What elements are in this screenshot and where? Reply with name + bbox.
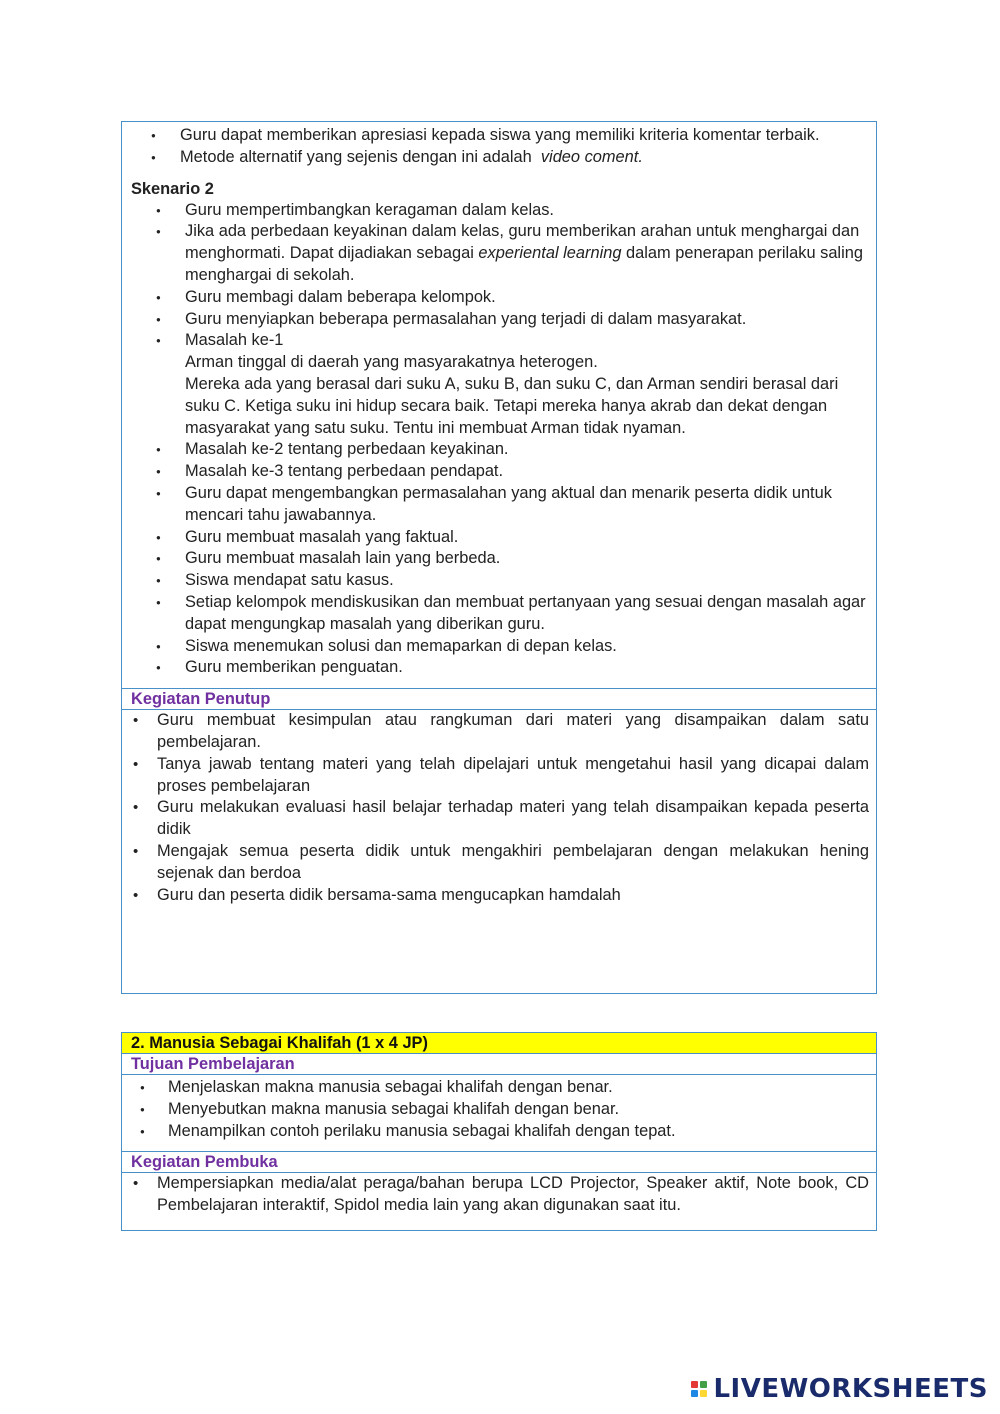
list-item: • Guru membuat kesimpulan atau rangkuman dari materi yang disampaikan dalam satu pembelajaran.: [157, 710, 869, 754]
list-item: ● Menyebutkan makna manusia sebagai khalifah dengan benar.: [168, 1099, 858, 1121]
list-item: • Mempersiapkan media/alat peraga/bahan berupa LCD Projector, Speaker aktif, Note book, CD Pembelajaran interaktif, Spidol media lain yang akan digunakan saat itu.: [157, 1173, 869, 1217]
italic-term: experiental learning: [478, 244, 622, 263]
section-2-title: 2. Manusia Sebagai Khalifah (1 x 4 JP): [122, 1033, 876, 1053]
list-item: [185, 287, 875, 309]
logo-square: [700, 1381, 707, 1388]
list-item-text: Jika ada perbedaan keyakinan dalam kelas, guru memberikan arahan untuk menghargai dan menghormati. Dapat dijadiakan sebagai: [185, 222, 860, 263]
kegiatan-pembuka-heading: Kegiatan Pembuka: [131, 1153, 278, 1172]
list-item: [185, 657, 875, 679]
logo-square: [691, 1381, 698, 1388]
list-item: [185, 592, 875, 636]
list-item: [185, 548, 875, 570]
list-item: [180, 125, 870, 147]
italic-term: video coment.: [540, 147, 643, 166]
list-item: [185, 483, 875, 527]
list-item: • Guru dan peserta didik bersama-sama mengucapkan hamdalah: [157, 885, 869, 907]
list-item: [180, 147, 870, 169]
list-item-text: Metode alternatif yang sejenis dengan ini adalah: [180, 147, 532, 166]
list-item: • Guru melakukan evaluasi hasil belajar terhadap materi yang telah disampaikan kepada peserta didik: [157, 797, 869, 841]
list-item: ● Menampilkan contoh perilaku manusia sebagai khalifah dengan tepat.: [168, 1121, 858, 1143]
list-item-text: Guru membagi dalam beberapa kelompok.: [185, 287, 496, 306]
brand-name: LIVEWORKSHEETS: [713, 1374, 988, 1404]
kegiatan-pembuka-list: [122, 1173, 869, 1217]
list-item: ● Menjelaskan makna manusia sebagai khalifah dengan benar.: [168, 1077, 858, 1099]
list-item-text: Setiap kelompok mendiskusikan dan membuat pertanyaan yang sesuai dengan masalah agar dapat mengungkap masalah yang diberikan guru.: [185, 592, 866, 633]
kegiatan-penutup-heading: Kegiatan Penutup: [131, 690, 271, 709]
logo-square: [700, 1390, 707, 1397]
tujuan-pembelajaran-heading: Tujuan Pembelajaran: [131, 1055, 295, 1073]
lesson-table-continued: [121, 121, 877, 994]
list-item-text: dalam penerapan perilaku saling menghargai di sekolah.: [185, 244, 863, 284]
list-item-text: Guru dapat memberikan apresiasi kepada siswa yang memiliki kriteria komentar terbaik.: [180, 126, 820, 144]
skenario-2-list: [122, 200, 875, 680]
list-item-text: ● Masalah ke-1: [185, 331, 284, 350]
list-item-text: Guru dapat mengembangkan permasalahan yang aktual dan menarik peserta didik untuk mencari tahu jawabannya.: [185, 483, 832, 524]
list-item: [185, 439, 875, 461]
list-item: • Mengajak semua peserta didik untuk mengakhiri pembelajaran dengan melakukan hening sejenak dan berdoa: [157, 841, 869, 885]
list-item: [185, 330, 875, 439]
list-item: [185, 636, 875, 658]
list-item: [185, 527, 875, 549]
list-item-text: Guru memberikan penguatan.: [185, 658, 403, 677]
list-item-text: Masalah ke-3 tentang perbedaan pendapat.: [185, 462, 504, 481]
list-item-text: Siswa menemukan solusi dan memaparkan di depan kelas.: [185, 636, 617, 655]
list-item: [185, 309, 875, 331]
list-item-text: Guru membuat masalah yang faktual.: [185, 527, 459, 546]
liveworksheets-logo[interactable]: [691, 1374, 988, 1404]
list-item: [185, 221, 875, 286]
list-item-text: Guru membuat masalah lain yang berbeda.: [185, 549, 501, 568]
list-item: [185, 570, 875, 592]
case-text-line: Mereka ada yang berasal dari suku A, suku B, dan suku C, dan Arman sendiri berasal dari suku C. Ketiga suku ini hidup secara baik. Tetapi mereka hanya akrab dan dekat dengan masyarakat yang satu suku. Tentu ini membuat Arman tidak nyaman.: [185, 374, 839, 437]
skenario-2-title: Skenario 2: [131, 179, 214, 198]
case-text-line: Arman tinggal di daerah yang masyarakatnya heterogen.: [185, 353, 598, 372]
kegiatan-penutup-list: [122, 710, 869, 906]
logo-square: [691, 1390, 698, 1397]
list-item: [185, 461, 875, 483]
list-item: • Tanya jawab tentang materi yang telah dipelajari untuk mengetahui hasil yang dicapai dalam proses pembelajaran: [157, 754, 869, 798]
list-item-text: Siswa mendapat satu kasus.: [185, 571, 394, 590]
tujuan-pembelajaran-list: [122, 1075, 858, 1142]
logo-grid-icon: [691, 1381, 707, 1397]
list-item-text: Guru menyiapkan beberapa permasalahan yang terjadi di dalam masyarakat.: [185, 309, 747, 328]
list-item: [185, 200, 875, 222]
intro-list: [122, 122, 870, 169]
section-2-table: [121, 1032, 877, 1231]
list-item-text: Masalah ke-2 tentang perbedaan keyakinan.: [185, 440, 509, 459]
list-item-text: Guru mempertimbangkan keragaman dalam kelas.: [185, 200, 554, 219]
